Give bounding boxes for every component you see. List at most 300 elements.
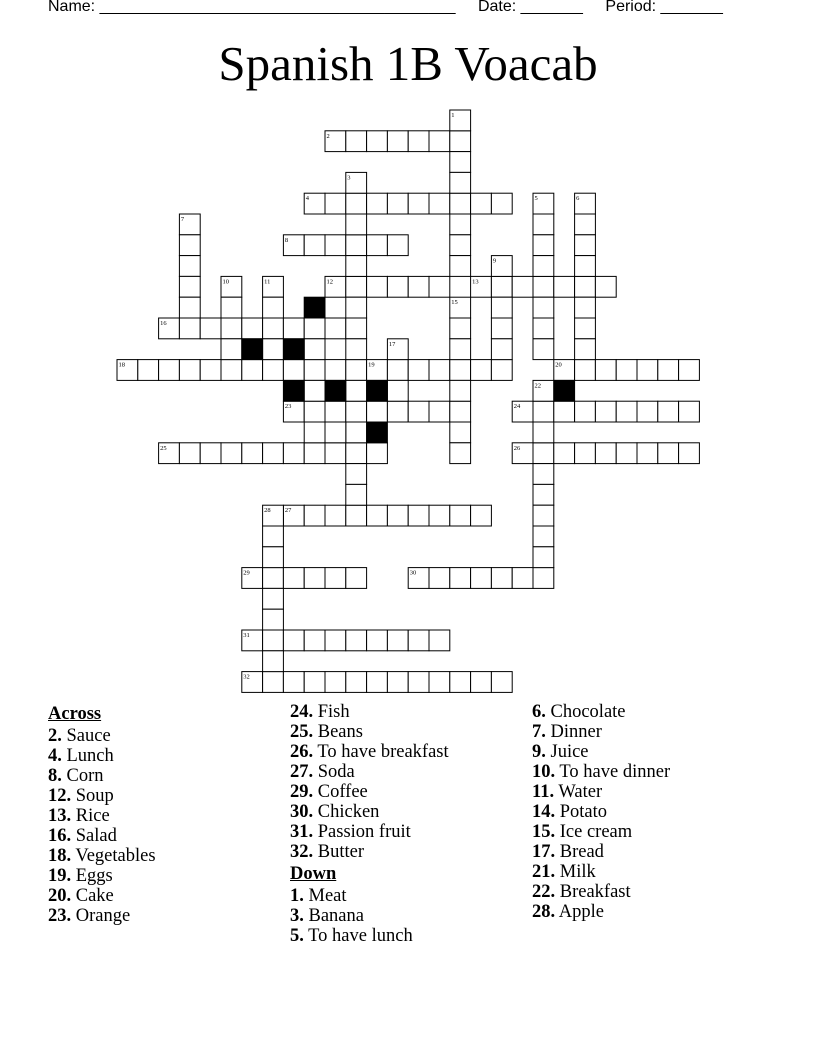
answer-cell[interactable] — [179, 276, 200, 297]
answer-cell[interactable] — [346, 380, 367, 401]
answer-cell[interactable] — [346, 276, 367, 297]
clue-text: Dinner — [545, 722, 602, 742]
answer-cell[interactable] — [367, 443, 388, 464]
answer-cell[interactable] — [533, 214, 554, 235]
answer-cell[interactable] — [263, 297, 284, 318]
answer-cell[interactable] — [575, 235, 596, 256]
answer-cell[interactable] — [450, 505, 471, 526]
answer-cell[interactable] — [346, 630, 367, 651]
answer-cell[interactable] — [325, 630, 346, 651]
clue-start-number: 30 — [409, 569, 417, 577]
answer-cell[interactable] — [408, 505, 429, 526]
clue-text: To have lunch — [303, 926, 413, 946]
clue-item — [48, 786, 156, 806]
answer-cell[interactable] — [346, 256, 367, 277]
clue-number: 21. — [532, 862, 556, 882]
answer-cell[interactable] — [429, 131, 450, 152]
clue-text: Chocolate — [545, 702, 626, 722]
answer-cell[interactable] — [491, 276, 512, 297]
answer-cell[interactable] — [533, 484, 554, 505]
answer-cell[interactable] — [575, 214, 596, 235]
answer-cell[interactable] — [283, 360, 304, 381]
clue-number: 1. — [290, 886, 304, 906]
clue-item — [532, 722, 670, 742]
answer-cell[interactable] — [304, 630, 325, 651]
clue-number: 27. — [290, 762, 314, 782]
answer-cell[interactable] — [138, 360, 159, 381]
clue-number: 24. — [290, 702, 314, 722]
answer-cell[interactable] — [429, 360, 450, 381]
clue-start-number: 13 — [472, 278, 479, 286]
answer-cell[interactable] — [429, 505, 450, 526]
clue-number: 29. — [290, 782, 314, 802]
clue-number: 16. — [48, 826, 72, 846]
answer-cell[interactable] — [242, 443, 263, 464]
answer-cell[interactable] — [575, 256, 596, 277]
clue-text: Bread — [555, 842, 604, 862]
clue-text: Soup — [71, 786, 114, 806]
answer-cell[interactable] — [533, 235, 554, 256]
answer-cell[interactable] — [471, 360, 492, 381]
answer-cell[interactable] — [367, 276, 388, 297]
answer-cell[interactable] — [429, 276, 450, 297]
clue-start-number: 10 — [222, 278, 229, 286]
answer-cell[interactable] — [575, 276, 596, 297]
answer-cell[interactable] — [283, 672, 304, 693]
answer-cell[interactable] — [533, 568, 554, 589]
clue-start-number: 27 — [284, 507, 292, 515]
answer-cell[interactable] — [387, 380, 408, 401]
answer-cell[interactable] — [346, 297, 367, 318]
answer-cell[interactable] — [367, 235, 388, 256]
answer-cell[interactable] — [658, 360, 679, 381]
answer-cell[interactable] — [221, 443, 242, 464]
clue-item — [290, 802, 449, 822]
answer-cell[interactable] — [325, 568, 346, 589]
answer-cell[interactable] — [304, 401, 325, 422]
answer-cell[interactable] — [533, 443, 554, 464]
clue-number: 13. — [48, 806, 72, 826]
answer-cell[interactable] — [346, 401, 367, 422]
clue-item — [48, 846, 156, 866]
answer-cell[interactable] — [491, 360, 512, 381]
clue-text: Beans — [313, 722, 363, 742]
answer-cell[interactable] — [637, 443, 658, 464]
clue-number: 10. — [532, 762, 556, 782]
answer-cell[interactable] — [263, 547, 284, 568]
answer-cell[interactable] — [179, 297, 200, 318]
answer-cell[interactable] — [595, 401, 616, 422]
clue-text: Butter — [313, 842, 364, 862]
clue-number: 25. — [290, 722, 314, 742]
answer-cell[interactable] — [242, 360, 263, 381]
answer-cell[interactable] — [471, 568, 492, 589]
answer-cell[interactable] — [429, 568, 450, 589]
clue-text: Apple — [555, 902, 604, 922]
clue-text: Breakfast — [555, 882, 631, 902]
answer-cell[interactable] — [491, 672, 512, 693]
name-field[interactable]: Name: ________________________________________ — [48, 0, 456, 15]
answer-cell[interactable] — [304, 505, 325, 526]
answer-cell[interactable] — [346, 235, 367, 256]
answer-cell[interactable] — [304, 422, 325, 443]
clue-start-number: 8 — [284, 236, 289, 244]
clue-text: Orange — [71, 906, 131, 926]
answer-cell[interactable] — [533, 422, 554, 443]
answer-cell[interactable] — [387, 630, 408, 651]
clue-number: 11. — [532, 782, 555, 802]
answer-cell[interactable] — [263, 630, 284, 651]
clue-start-number: 21 — [326, 382, 333, 390]
answer-cell[interactable] — [263, 672, 284, 693]
answer-cell[interactable] — [200, 318, 221, 339]
answer-cell[interactable] — [159, 360, 180, 381]
answer-cell[interactable] — [616, 401, 637, 422]
answer-cell[interactable] — [429, 193, 450, 214]
answer-cell[interactable] — [658, 443, 679, 464]
answer-cell[interactable] — [263, 568, 284, 589]
clue-text: Coffee — [313, 782, 368, 802]
answer-cell[interactable] — [367, 131, 388, 152]
answer-cell[interactable] — [450, 256, 471, 277]
answer-cell[interactable] — [575, 318, 596, 339]
answer-cell[interactable] — [429, 672, 450, 693]
answer-cell[interactable] — [450, 401, 471, 422]
answer-cell[interactable] — [221, 318, 242, 339]
clue-list — [48, 726, 156, 926]
answer-cell[interactable] — [346, 360, 367, 381]
clue-start-number: 22 — [534, 382, 541, 390]
answer-cell[interactable] — [346, 131, 367, 152]
answer-cell[interactable] — [387, 131, 408, 152]
clue-text: Sauce — [61, 726, 111, 746]
clue-start-number: 20 — [555, 361, 562, 369]
answer-cell[interactable] — [679, 360, 700, 381]
answer-cell[interactable] — [533, 464, 554, 485]
answer-cell[interactable] — [179, 256, 200, 277]
clue-number: 17. — [532, 842, 556, 862]
period-field[interactable]: Period: _______ — [605, 0, 723, 15]
clue-number: 3. — [290, 906, 304, 926]
clue-start-number: 1 — [451, 112, 455, 119]
answer-cell[interactable] — [491, 193, 512, 214]
answer-cell[interactable] — [263, 651, 284, 672]
clue-item — [290, 906, 449, 926]
answer-cell[interactable] — [346, 505, 367, 526]
clue-number: 28. — [532, 902, 556, 922]
answer-cell[interactable] — [346, 422, 367, 443]
clue-item — [290, 702, 449, 722]
answer-cell[interactable] — [387, 276, 408, 297]
answer-cell[interactable] — [450, 672, 471, 693]
clue-text: Banana — [303, 906, 364, 926]
answer-cell[interactable] — [263, 588, 284, 609]
answer-cell[interactable] — [658, 401, 679, 422]
clue-item — [48, 866, 156, 886]
black-cell — [367, 380, 388, 401]
clue-start-number: 29 — [243, 569, 250, 577]
answer-cell[interactable] — [304, 318, 325, 339]
answer-cell[interactable] — [304, 360, 325, 381]
answer-cell[interactable] — [512, 568, 533, 589]
clue-item — [532, 822, 670, 842]
answer-cell[interactable] — [408, 193, 429, 214]
answer-cell[interactable] — [221, 339, 242, 360]
answer-cell[interactable] — [450, 193, 471, 214]
answer-cell[interactable] — [450, 568, 471, 589]
answer-cell[interactable] — [346, 214, 367, 235]
clue-item — [48, 726, 156, 746]
clue-text: Potato — [555, 802, 608, 822]
answer-cell[interactable] — [450, 422, 471, 443]
answer-cell[interactable] — [367, 672, 388, 693]
clue-item — [532, 702, 670, 722]
answer-cell[interactable] — [533, 547, 554, 568]
answer-cell[interactable] — [325, 422, 346, 443]
answer-cell[interactable] — [408, 131, 429, 152]
answer-cell[interactable] — [429, 401, 450, 422]
answer-cell[interactable] — [346, 464, 367, 485]
clue-start-number: 15 — [451, 299, 458, 307]
clue-number: 7. — [532, 722, 546, 742]
answer-cell[interactable] — [533, 318, 554, 339]
answer-cell[interactable] — [387, 235, 408, 256]
answer-cell[interactable] — [304, 443, 325, 464]
answer-cell[interactable] — [595, 276, 616, 297]
black-cell — [367, 422, 388, 443]
answer-cell[interactable] — [179, 360, 200, 381]
answer-cell[interactable] — [263, 443, 284, 464]
answer-cell[interactable] — [346, 568, 367, 589]
clue-item — [290, 742, 449, 762]
answer-cell[interactable] — [554, 401, 575, 422]
answer-cell[interactable] — [616, 443, 637, 464]
clue-item — [532, 902, 670, 922]
answer-cell[interactable] — [575, 360, 596, 381]
clue-number: 18. — [48, 846, 72, 866]
answer-cell[interactable] — [387, 401, 408, 422]
answer-cell[interactable] — [471, 193, 492, 214]
answer-cell[interactable] — [533, 276, 554, 297]
clue-start-number: 23 — [284, 403, 292, 411]
answer-cell[interactable] — [491, 339, 512, 360]
answer-cell[interactable] — [387, 505, 408, 526]
clue-start-number: 24 — [513, 403, 521, 411]
answer-cell[interactable] — [408, 630, 429, 651]
answer-cell[interactable] — [325, 360, 346, 381]
clue-list — [290, 886, 449, 946]
black-cell — [283, 339, 304, 360]
answer-cell[interactable] — [471, 505, 492, 526]
clue-start-number: 5 — [534, 195, 538, 203]
answer-cell[interactable] — [283, 568, 304, 589]
clue-start-number: 9 — [492, 257, 497, 265]
clue-text: Chicken — [313, 802, 380, 822]
answer-cell[interactable] — [325, 401, 346, 422]
answer-cell[interactable] — [575, 297, 596, 318]
answer-cell[interactable] — [200, 360, 221, 381]
answer-cell[interactable] — [179, 318, 200, 339]
answer-cell[interactable] — [450, 172, 471, 193]
clue-start-number: 2 — [326, 132, 330, 140]
clue-item — [532, 762, 670, 782]
answer-cell[interactable] — [221, 297, 242, 318]
answer-cell[interactable] — [304, 235, 325, 256]
answer-cell[interactable] — [304, 380, 325, 401]
clue-start-number: 18 — [118, 361, 125, 369]
answer-cell[interactable] — [533, 401, 554, 422]
answer-cell[interactable] — [450, 235, 471, 256]
answer-cell[interactable] — [387, 672, 408, 693]
across-heading: Across — [48, 704, 102, 724]
clue-item — [290, 762, 449, 782]
answer-cell[interactable] — [325, 235, 346, 256]
clue-item — [532, 862, 670, 882]
answer-cell[interactable] — [512, 276, 533, 297]
answer-cell[interactable] — [387, 360, 408, 381]
clue-number: 5. — [290, 926, 304, 946]
clue-start-number: 3 — [347, 174, 351, 182]
answer-cell[interactable] — [491, 318, 512, 339]
clue-start-number: 11 — [264, 278, 271, 286]
answer-cell[interactable] — [283, 443, 304, 464]
answer-cell[interactable] — [179, 443, 200, 464]
answer-cell[interactable] — [533, 256, 554, 277]
clue-number: 22. — [532, 882, 556, 902]
answer-cell[interactable] — [200, 443, 221, 464]
answer-cell[interactable] — [325, 443, 346, 464]
answer-cell[interactable] — [263, 526, 284, 547]
answer-cell[interactable] — [325, 505, 346, 526]
clue-item — [290, 722, 449, 742]
answer-cell[interactable] — [263, 609, 284, 630]
answer-cell[interactable] — [554, 443, 575, 464]
answer-cell[interactable] — [637, 360, 658, 381]
answer-cell[interactable] — [491, 297, 512, 318]
answer-cell[interactable] — [491, 568, 512, 589]
answer-cell[interactable] — [346, 318, 367, 339]
answer-cell[interactable] — [221, 360, 242, 381]
answer-cell[interactable] — [367, 505, 388, 526]
answer-cell[interactable] — [554, 276, 575, 297]
clues-column-2 — [290, 702, 449, 946]
answer-cell[interactable] — [679, 443, 700, 464]
answer-cell[interactable] — [408, 360, 429, 381]
answer-cell[interactable] — [346, 672, 367, 693]
answer-cell[interactable] — [325, 193, 346, 214]
answer-cell[interactable] — [575, 443, 596, 464]
answer-cell[interactable] — [283, 630, 304, 651]
answer-cell[interactable] — [179, 235, 200, 256]
answer-cell[interactable] — [450, 131, 471, 152]
answer-cell[interactable] — [367, 193, 388, 214]
answer-cell[interactable] — [346, 339, 367, 360]
clue-start-number: 7 — [180, 216, 185, 223]
clue-text: Eggs — [71, 866, 113, 886]
answer-cell[interactable] — [450, 318, 471, 339]
answer-cell[interactable] — [429, 630, 450, 651]
clue-number: 2. — [48, 726, 62, 746]
clue-number: 6. — [532, 702, 546, 722]
clue-list — [532, 702, 670, 922]
clue-start-number: 16 — [160, 320, 167, 327]
answer-cell[interactable] — [616, 360, 637, 381]
answer-cell[interactable] — [533, 297, 554, 318]
answer-cell[interactable] — [304, 339, 325, 360]
answer-cell[interactable] — [450, 360, 471, 381]
clue-item — [48, 826, 156, 846]
page-title: Spanish 1B Voacab — [218, 36, 598, 91]
answer-cell[interactable] — [575, 339, 596, 360]
date-field[interactable]: Date: _______ — [477, 0, 583, 15]
answer-cell[interactable] — [595, 360, 616, 381]
answer-cell[interactable] — [533, 339, 554, 360]
answer-cell[interactable] — [325, 318, 346, 339]
answer-cell[interactable] — [450, 214, 471, 235]
answer-cell[interactable] — [304, 568, 325, 589]
answer-cell[interactable] — [346, 443, 367, 464]
clue-text: Vegetables — [71, 846, 156, 866]
clue-item — [290, 842, 449, 862]
answer-cell[interactable] — [263, 339, 284, 360]
answer-cell[interactable] — [533, 526, 554, 547]
answer-cell[interactable] — [533, 505, 554, 526]
clue-item — [532, 882, 670, 902]
answer-cell[interactable] — [575, 401, 596, 422]
clue-number: 31. — [290, 822, 314, 842]
clue-item — [532, 842, 670, 862]
clue-start-number: 4 — [305, 195, 309, 203]
answer-cell[interactable] — [408, 672, 429, 693]
answer-cell[interactable] — [367, 630, 388, 651]
clue-text: Cake — [71, 886, 114, 906]
answer-cell[interactable] — [304, 672, 325, 693]
answer-cell[interactable] — [367, 401, 388, 422]
clue-number: 8. — [48, 766, 62, 786]
answer-cell[interactable] — [450, 339, 471, 360]
clue-item — [48, 806, 156, 826]
clue-item — [532, 742, 670, 762]
clue-start-number: 6 — [576, 195, 580, 203]
answer-cell[interactable] — [471, 672, 492, 693]
clue-item — [532, 782, 670, 802]
answer-cell[interactable] — [450, 152, 471, 173]
answer-cell[interactable] — [346, 193, 367, 214]
answer-cell[interactable] — [263, 360, 284, 381]
across-clues-column-1 — [48, 702, 156, 926]
clue-text: Passion fruit — [313, 822, 411, 842]
answer-cell[interactable] — [283, 318, 304, 339]
answer-cell[interactable] — [242, 318, 263, 339]
answer-cell[interactable] — [346, 484, 367, 505]
answer-cell[interactable] — [408, 401, 429, 422]
clue-text: Soda — [313, 762, 355, 782]
answer-cell[interactable] — [263, 318, 284, 339]
clue-text: Milk — [555, 862, 596, 882]
clue-start-number: 19 — [368, 361, 375, 369]
answer-cell[interactable] — [408, 276, 429, 297]
answer-cell[interactable] — [595, 443, 616, 464]
clue-number: 14. — [532, 802, 556, 822]
answer-cell[interactable] — [387, 193, 408, 214]
clue-number: 20. — [48, 886, 72, 906]
answer-cell[interactable] — [637, 401, 658, 422]
answer-cell[interactable] — [325, 672, 346, 693]
answer-cell[interactable] — [679, 401, 700, 422]
clue-number: 12. — [48, 786, 72, 806]
answer-cell[interactable] — [450, 443, 471, 464]
answer-cell[interactable] — [450, 380, 471, 401]
